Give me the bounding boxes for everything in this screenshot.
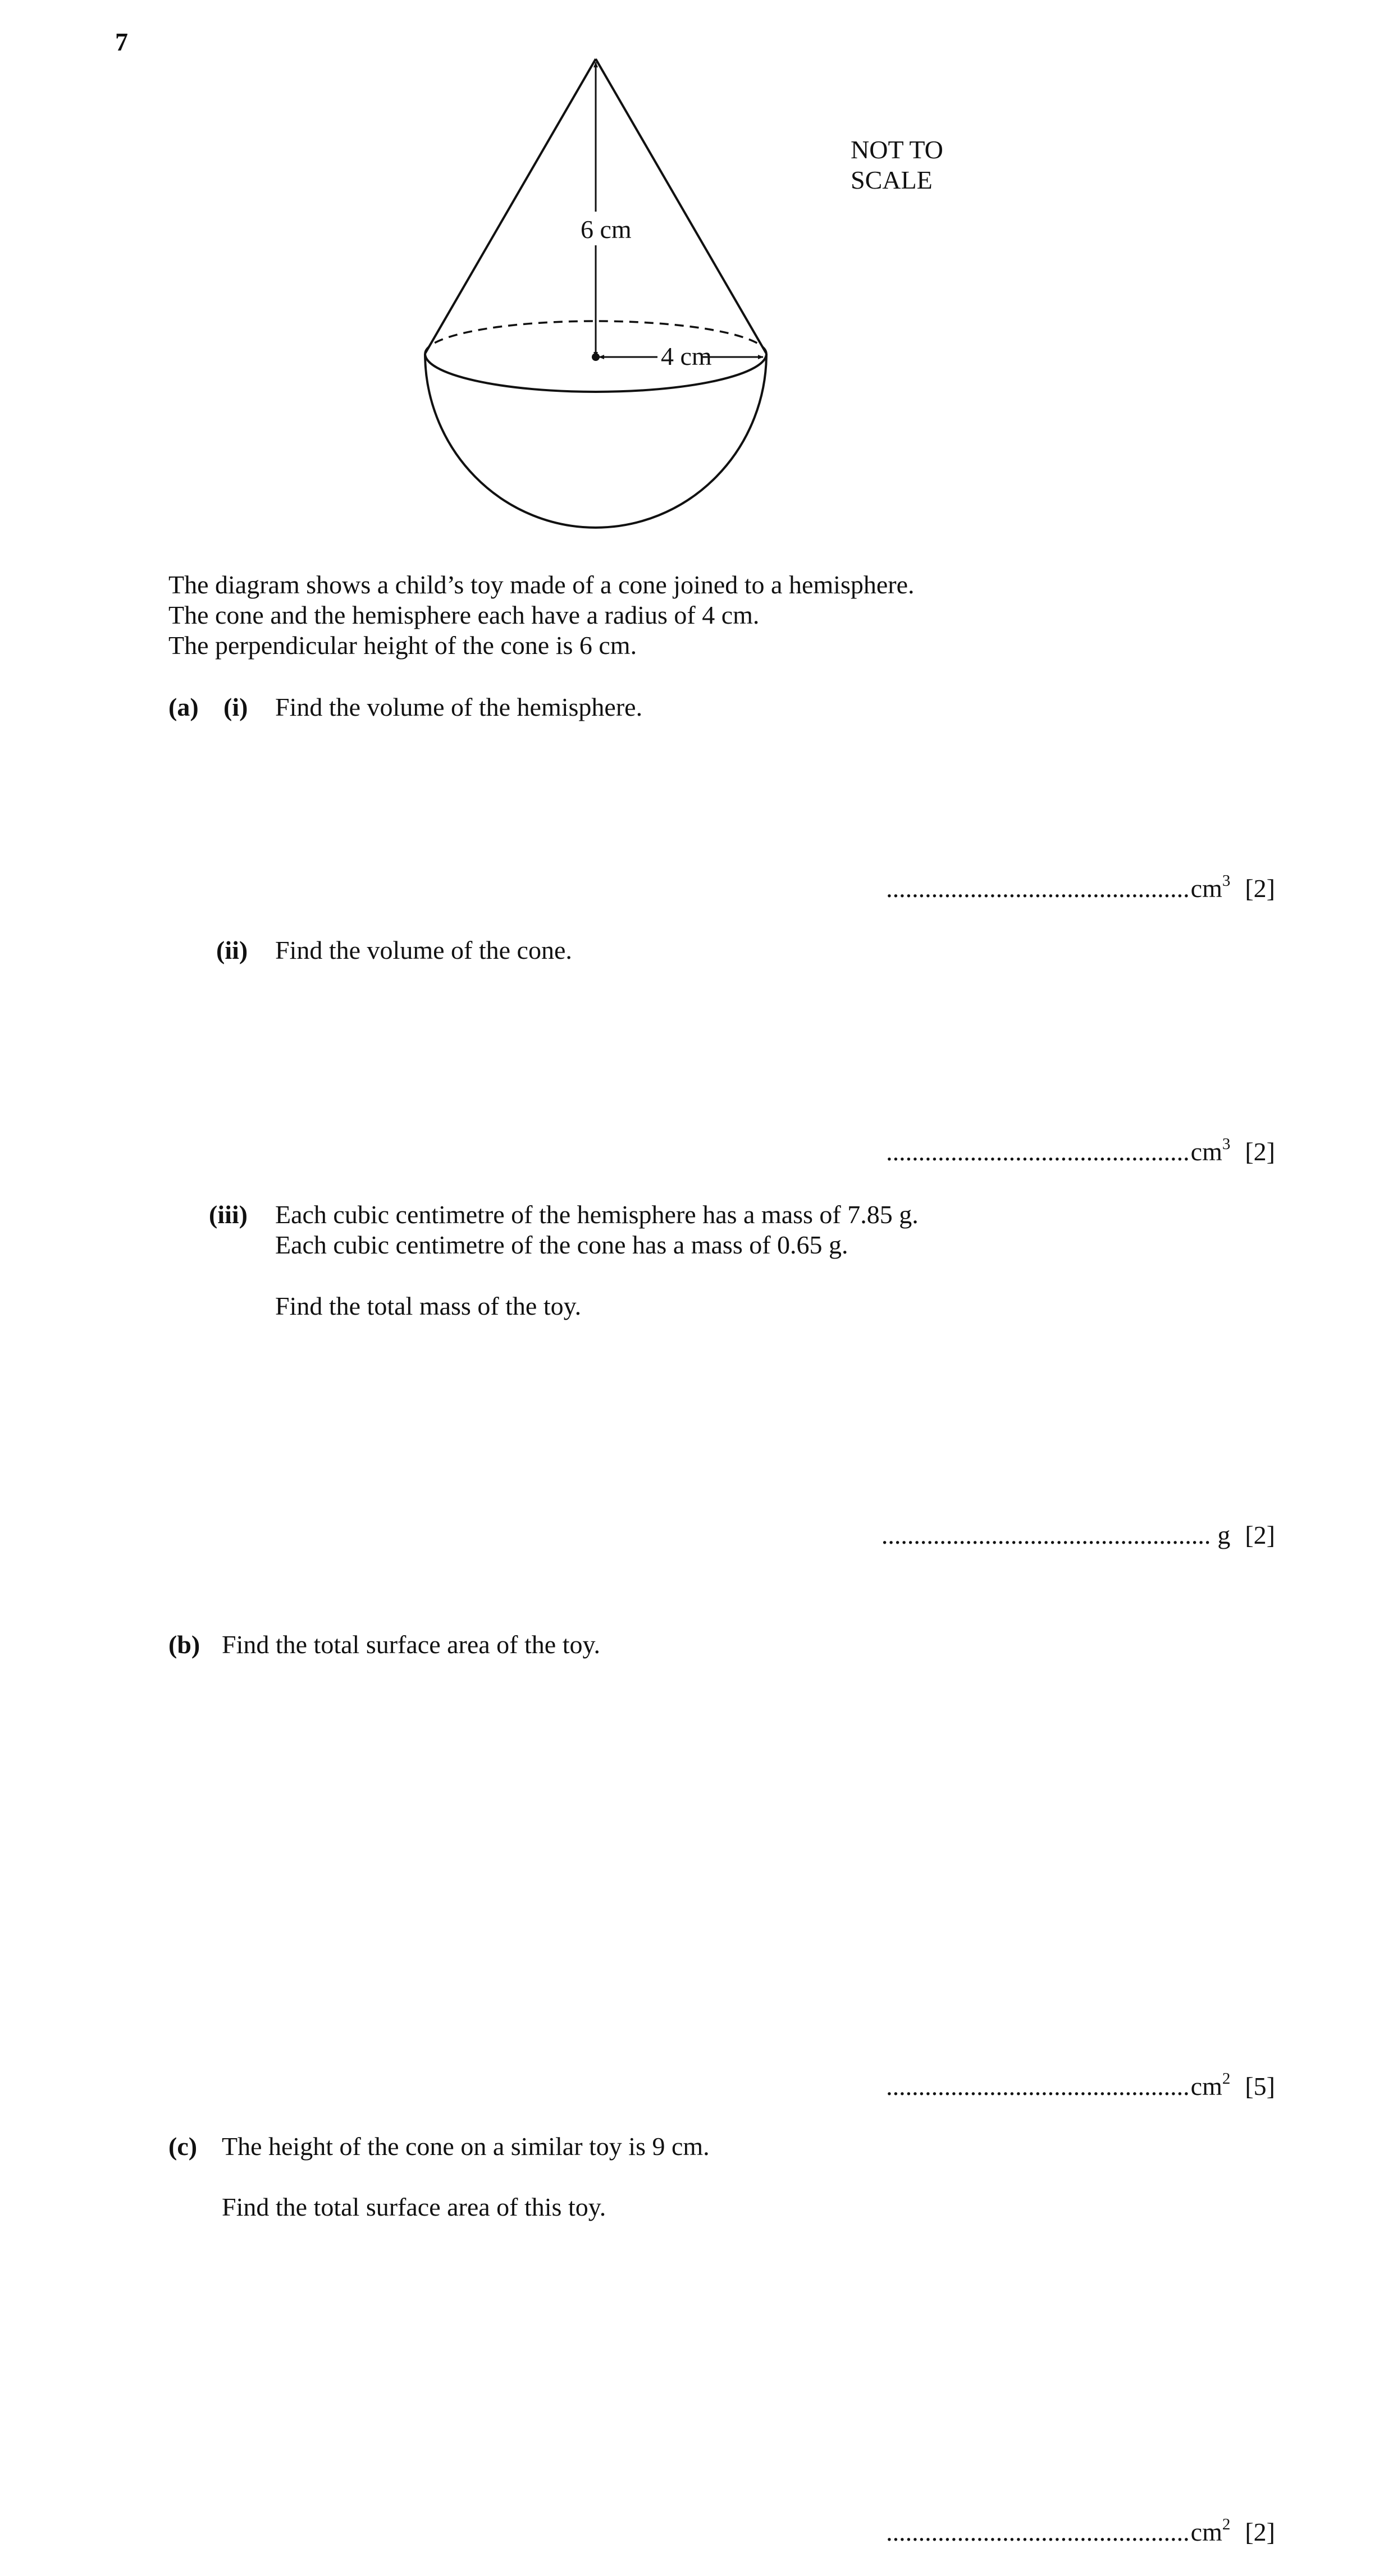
part-a-ii-answer-line[interactable] xyxy=(886,1134,1275,1167)
question-number: 7 xyxy=(115,28,128,56)
answer-unit: $cm^2$ xyxy=(1190,2069,1231,2101)
part-c-answer-line[interactable] xyxy=(886,2517,1275,2547)
answer-dots[interactable]: ............................................... xyxy=(886,874,1190,903)
radius-label: 4 cm xyxy=(661,342,712,370)
answer-unit: $cm^2$ xyxy=(1190,2515,1231,2546)
not-to-scale-line-2: SCALE xyxy=(851,166,933,194)
part-b-label: (b) xyxy=(168,1630,200,1659)
part-a-i-answer-line[interactable] xyxy=(886,873,1275,904)
part-b-question: Find the total surface area of the toy. xyxy=(222,1630,600,1659)
not-to-scale-line-1: NOT TO xyxy=(851,135,943,164)
hemisphere-outline xyxy=(425,354,766,528)
marks: [5] xyxy=(1245,2072,1275,2101)
part-a-iii-text xyxy=(275,1200,919,1260)
part-a-label: (a) xyxy=(168,693,199,721)
answer-dots[interactable]: ............................................... xyxy=(886,2072,1190,2101)
part-b-answer-line[interactable] xyxy=(886,2071,1275,2102)
part-a-iii-line-1: Each cubic centimetre of the hemisphere has a mass of 7.85 g. xyxy=(275,1200,919,1229)
cone-left-side xyxy=(425,59,596,354)
intro-text xyxy=(168,570,915,661)
answer-dots[interactable]: ............................................... xyxy=(886,2518,1190,2546)
answer-unit: $cm^3$ xyxy=(1190,871,1231,903)
marks: [2] xyxy=(1245,1137,1275,1166)
answer-unit: g xyxy=(1217,1521,1231,1549)
part-a-ii-question: Find the volume of the cone. xyxy=(275,936,572,964)
part-a-ii-label: (ii) xyxy=(216,936,248,964)
not-to-scale-note xyxy=(851,135,943,195)
intro-line-2: The cone and the hemisphere each have a radius of 4 cm. xyxy=(168,601,760,629)
part-a-iii-question: Find the total mass of the toy. xyxy=(275,1292,582,1320)
marks: [2] xyxy=(1245,2518,1275,2546)
cone-right-side xyxy=(596,59,766,354)
answer-dots[interactable]: ................................................... xyxy=(881,1521,1211,1549)
part-c-question: Find the total surface area of this toy. xyxy=(222,2193,606,2221)
part-a-iii-answer-line[interactable] xyxy=(882,1520,1275,1550)
part-c-label: (c) xyxy=(168,2132,198,2161)
cone-hemisphere-diagram xyxy=(0,0,1393,561)
marks: [2] xyxy=(1245,874,1275,903)
centre-point xyxy=(592,353,600,361)
part-a-i-label: (i) xyxy=(223,693,248,721)
answer-dots[interactable]: ............................................... xyxy=(886,1137,1190,1166)
part-a-iii-line-2: Each cubic centimetre of the cone has a mass of 0.65 g. xyxy=(275,1230,848,1259)
part-a-i-question: Find the volume of the hemisphere. xyxy=(275,693,643,721)
part-c-text: The height of the cone on a similar toy is 9 cm. xyxy=(222,2132,710,2161)
intro-line-1: The diagram shows a child’s toy made of a cone joined to a hemisphere. xyxy=(168,570,915,599)
marks: [2] xyxy=(1245,1521,1275,1549)
height-label: 6 cm xyxy=(581,215,632,244)
intro-line-3: The perpendicular height of the cone is 6 cm. xyxy=(168,631,637,660)
answer-unit: $cm^3$ xyxy=(1190,1134,1231,1166)
part-a-iii-label: (iii) xyxy=(209,1200,248,1229)
